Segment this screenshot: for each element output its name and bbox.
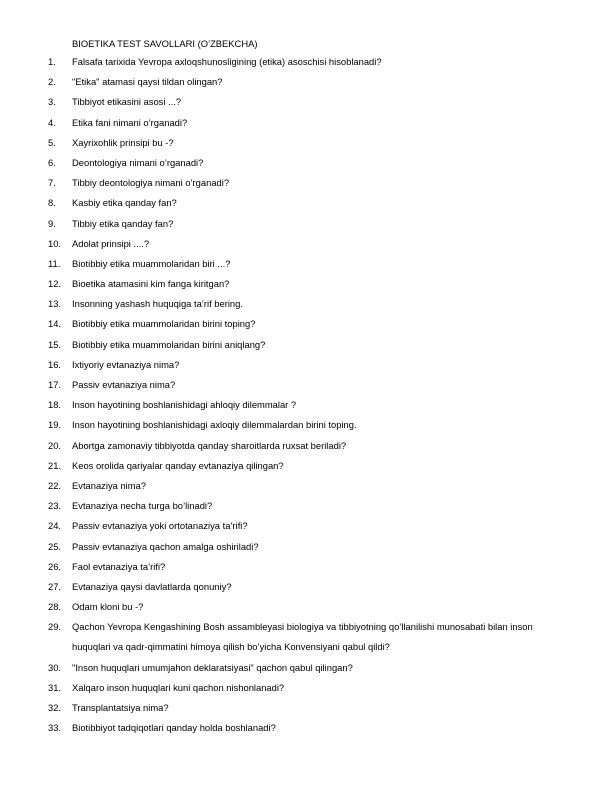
question-number: 18.: [48, 399, 62, 411]
question-item: [0, 721, 612, 741]
question-text: Insonning yashash huquqiga ta’rif bering.: [72, 298, 243, 310]
question-text: Bioetika atamasini kim fanga kiritgan?: [72, 278, 230, 290]
question-item: [0, 459, 612, 479]
question-number: 22.: [48, 479, 62, 491]
question-item: [0, 95, 612, 115]
question-text: Tibbiy etika qanday fan?: [72, 217, 174, 229]
question-text: Keos orolida qariyalar qanday evtanaziya qilingan?: [72, 459, 284, 471]
question-text: Falsafa tarixida Yevropa axloqshunosligining (etika) asoschisi hisoblanadi?: [72, 56, 382, 67]
question-number: 20.: [48, 439, 62, 451]
question-text: Biotibbiyot tadqiqotlari qanday holda boshlanadi?: [72, 722, 276, 734]
question-item: [0, 378, 612, 398]
question-item: [0, 116, 612, 136]
question-text: Deontologiya nimani o’rganadi?: [72, 156, 204, 168]
question-item: [0, 317, 612, 337]
question-number: 17.: [48, 379, 62, 390]
question-item: [0, 277, 612, 297]
question-text: Biotibbiy etika muammolaridan birini toping?: [72, 318, 256, 330]
question-text: Biotibbiy etika muammolaridan biri ...?: [72, 257, 231, 269]
question-item: [0, 701, 612, 721]
question-text: Odam kloni bu -?: [72, 601, 144, 613]
question-number: 32.: [48, 702, 62, 714]
question-text: Passiv evtanaziya yoki ortotanaziya ta’rifi?: [72, 520, 248, 532]
question-number: 21.: [48, 459, 62, 471]
question-number: 27.: [48, 580, 62, 592]
question-number: 1.: [48, 56, 56, 67]
question-item: [0, 661, 612, 681]
question-number: 12.: [48, 278, 62, 290]
question-item: [0, 257, 612, 277]
question-item: [0, 519, 612, 539]
question-number: 11.: [48, 257, 61, 269]
question-number: 6.: [48, 156, 56, 168]
question-number: 7.: [48, 177, 56, 189]
question-number: 30.: [48, 661, 62, 673]
question-number: 31.: [48, 681, 62, 693]
question-item: [0, 196, 612, 216]
question-text: Tibbiy deontologiya nimani o’rganadi?: [72, 177, 230, 189]
question-item: [0, 75, 612, 95]
question-number: 8.: [48, 197, 56, 209]
question-text: Biotibbiy etika muammolaridan birini aniqlang?: [72, 338, 266, 350]
question-text: Kasbiy etika qanday fan?: [72, 197, 177, 209]
question-item: [0, 156, 612, 176]
question-text: Faol evtanaziya ta’rifi?: [72, 560, 166, 572]
question-text: Inson hayotining boshlanishidagi axloqiy dilemmalardan birini toping.: [72, 419, 357, 431]
question-list: [0, 55, 612, 741]
question-item: [0, 358, 612, 378]
question-item: [0, 217, 612, 237]
question-text: Evtanaziya nima?: [72, 479, 146, 491]
question-item: [0, 55, 612, 75]
question-text: Adolat prinsipi ....?: [72, 237, 150, 249]
question-text: Tibbiyot etikasini asosi ...?: [72, 96, 182, 108]
question-text: Qachon Yevropa Kengashining Bosh assambleyasi biologiya va tibbiyotning qo’llanilishi munosabati bilan inson huquqlari va qadr-qimmatini himoya qilish bo’yicha Konvensiyani qabul qildi?: [72, 621, 533, 653]
question-number: 2.: [48, 76, 56, 88]
question-number: 13.: [48, 298, 62, 310]
question-text: Xayrixohlik prinsipi bu -?: [72, 136, 174, 148]
question-number: 4.: [48, 116, 56, 128]
question-text: Passiv evtanaziya qachon amalga oshiriladi?: [72, 540, 259, 552]
question-item: [0, 540, 612, 560]
question-item: [0, 297, 612, 317]
question-text: "Etika" atamasi qaysi tildan olingan?: [72, 76, 223, 88]
question-item: [0, 681, 612, 701]
question-item: [0, 338, 612, 358]
question-number: 26.: [48, 560, 62, 572]
question-text: Xalqaro inson huquqlari kuni qachon nishonlanadi?: [72, 681, 285, 693]
question-item: [0, 176, 612, 196]
question-number: 5.: [48, 136, 56, 148]
question-number: 16.: [48, 358, 62, 370]
question-item: [0, 560, 612, 580]
question-number: 3.: [48, 96, 56, 108]
question-item: [0, 499, 612, 519]
question-item: [0, 136, 612, 156]
question-item: [0, 398, 612, 418]
question-number: 14.: [48, 318, 62, 330]
question-number: 24.: [48, 520, 62, 532]
question-item: [0, 580, 612, 600]
question-number: 28.: [48, 601, 62, 613]
question-item: [0, 620, 612, 660]
question-number: 9.: [48, 217, 56, 229]
question-number: 15.: [48, 338, 62, 350]
question-item: [0, 479, 612, 499]
question-number: 19.: [48, 419, 62, 431]
question-number: 10.: [48, 237, 62, 249]
question-number: 23.: [48, 500, 62, 512]
question-text: Etika fani nimani o’rganadi?: [72, 116, 188, 128]
question-text: Evtanaziya necha turga bo’linadi?: [72, 500, 213, 512]
question-text: Evtanaziya qaysi davlatlarda qonuniy?: [72, 580, 232, 592]
question-number: 29.: [48, 621, 62, 633]
question-text: Passiv evtanaziya nima?: [72, 379, 176, 390]
question-text: "Inson huquqlari umumjahon deklaratsiyasi" qachon qabul qilingan?: [72, 661, 353, 673]
question-text: Abortga zamonaviy tibbiyotda qanday sharoitlarda ruxsat beriladi?: [72, 439, 347, 451]
question-text: Transplantatsiya nima?: [72, 702, 169, 714]
question-number: 25.: [48, 540, 62, 552]
question-number: 33.: [48, 722, 62, 734]
question-item: [0, 237, 612, 257]
document-title: BIOETIKA TEST SAVOLLARI (O’ZBEKCHA): [72, 38, 258, 49]
question-item: [0, 418, 612, 438]
question-item: [0, 439, 612, 459]
question-text: Ixtiyoriy evtanaziya nima?: [72, 358, 180, 370]
question-text: Inson hayotining boshlanishidagi ahloqiy dilemmalar ?: [72, 399, 297, 411]
